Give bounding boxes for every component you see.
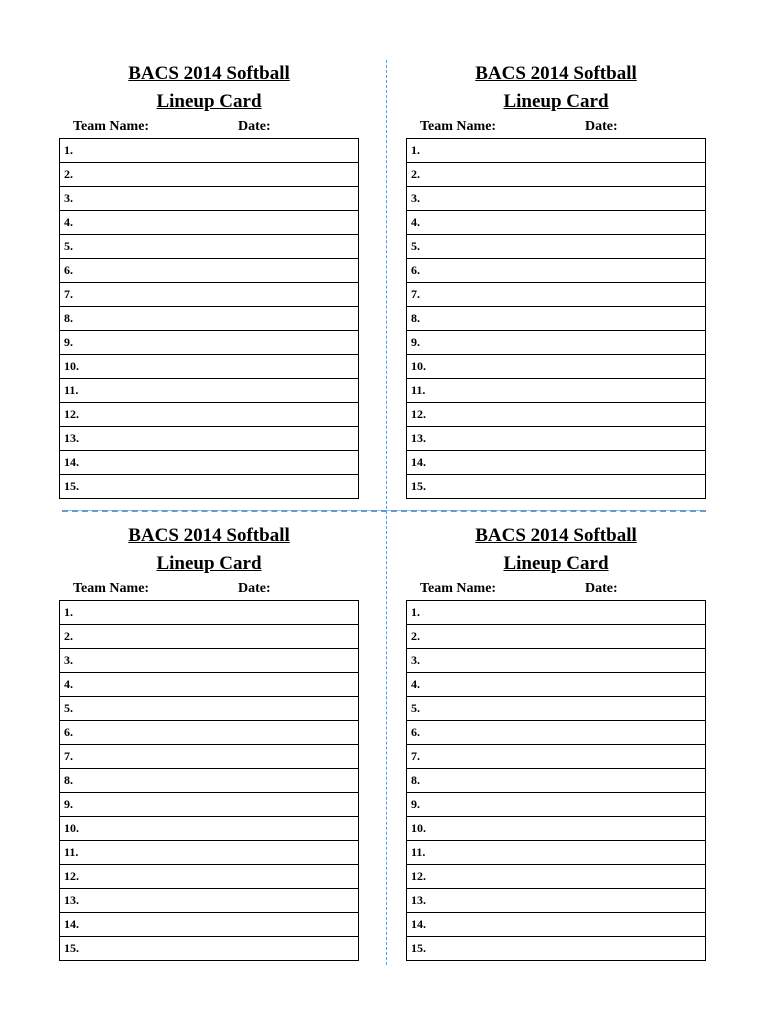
- lineup-row: [60, 379, 359, 403]
- lineup-slot[interactable]: 2.: [60, 625, 359, 649]
- lineup-slot[interactable]: 2.: [407, 163, 706, 187]
- lineup-row: [407, 865, 706, 889]
- lineup-slot[interactable]: 9.: [407, 793, 706, 817]
- lineup-slot[interactable]: 12.: [60, 865, 359, 889]
- lineup-slot[interactable]: 14.: [60, 913, 359, 937]
- lineup-row: [407, 259, 706, 283]
- lineup-slot[interactable]: 15.: [407, 937, 706, 961]
- lineup-slot[interactable]: 9.: [407, 331, 706, 355]
- card-title-line1: BACS 2014 Softball: [128, 63, 290, 84]
- lineup-row: [407, 721, 706, 745]
- date-label: Date:: [585, 581, 618, 596]
- lineup-card-bottom-right: [406, 522, 706, 961]
- team-name-label: Team Name:: [73, 119, 150, 134]
- lineup-slot[interactable]: 14.: [407, 913, 706, 937]
- lineup-row: [60, 139, 359, 163]
- lineup-row: [60, 721, 359, 745]
- lineup-row: [407, 937, 706, 961]
- card-title-line1: BACS 2014 Softball: [475, 525, 637, 546]
- lineup-slot[interactable]: 7.: [407, 745, 706, 769]
- date-label: Date:: [238, 119, 271, 134]
- lineup-slot[interactable]: 5.: [60, 235, 359, 259]
- lineup-row: [60, 937, 359, 961]
- lineup-slot[interactable]: 11.: [60, 841, 359, 865]
- lineup-slot[interactable]: 1.: [407, 601, 706, 625]
- lineup-row: [407, 235, 706, 259]
- lineup-slot[interactable]: 6.: [407, 721, 706, 745]
- lineup-slot[interactable]: 15.: [407, 475, 706, 499]
- lineup-slot[interactable]: 10.: [60, 817, 359, 841]
- lineup-row: [407, 475, 706, 499]
- lineup-slot[interactable]: 13.: [407, 427, 706, 451]
- lineup-row: [60, 913, 359, 937]
- lineup-slot[interactable]: 4.: [407, 673, 706, 697]
- lineup-slot[interactable]: 5.: [407, 235, 706, 259]
- lineup-row: [407, 379, 706, 403]
- team-name-label: Team Name:: [420, 119, 497, 134]
- lineup-slot[interactable]: 13.: [60, 889, 359, 913]
- lineup-slot[interactable]: 2.: [407, 625, 706, 649]
- lineup-row: [60, 403, 359, 427]
- card-title-line1: BACS 2014 Softball: [128, 525, 290, 546]
- date-label: Date:: [238, 581, 271, 596]
- card-meta-row: [406, 578, 706, 600]
- card-title-line1: BACS 2014 Softball: [475, 63, 637, 84]
- lineup-slot[interactable]: 3.: [60, 187, 359, 211]
- lineup-row: [60, 475, 359, 499]
- lineup-slot[interactable]: 12.: [407, 865, 706, 889]
- lineup-row: [407, 451, 706, 475]
- card-title-line2: Lineup Card: [503, 553, 609, 574]
- lineup-slot[interactable]: 6.: [60, 259, 359, 283]
- lineup-row: [60, 235, 359, 259]
- lineup-slot[interactable]: 14.: [407, 451, 706, 475]
- lineup-slot[interactable]: 13.: [407, 889, 706, 913]
- lineup-slot[interactable]: 7.: [407, 283, 706, 307]
- lineup-row: [407, 649, 706, 673]
- lineup-row: [407, 745, 706, 769]
- lineup-slot[interactable]: 6.: [407, 259, 706, 283]
- lineup-table: [59, 138, 359, 499]
- lineup-row: [407, 769, 706, 793]
- lineup-slot[interactable]: 8.: [407, 769, 706, 793]
- lineup-table: [59, 600, 359, 961]
- lineup-slot[interactable]: 5.: [60, 697, 359, 721]
- lineup-slot[interactable]: 4.: [60, 673, 359, 697]
- lineup-slot[interactable]: 8.: [60, 307, 359, 331]
- lineup-slot[interactable]: 14.: [60, 451, 359, 475]
- lineup-row: [60, 601, 359, 625]
- lineup-row: [60, 769, 359, 793]
- lineup-row: [60, 865, 359, 889]
- lineup-slot[interactable]: 3.: [407, 187, 706, 211]
- lineup-row: [407, 163, 706, 187]
- lineup-row: [407, 913, 706, 937]
- lineup-row: [407, 283, 706, 307]
- lineup-card-bottom-left: [59, 522, 359, 961]
- lineup-slot[interactable]: 7.: [60, 745, 359, 769]
- horizontal-cut-line: [62, 510, 706, 512]
- lineup-slot[interactable]: 13.: [60, 427, 359, 451]
- lineup-row: [60, 427, 359, 451]
- lineup-row: [60, 817, 359, 841]
- lineup-row: [407, 331, 706, 355]
- lineup-row: [60, 355, 359, 379]
- lineup-row: [407, 817, 706, 841]
- lineup-row: [60, 283, 359, 307]
- date-label: Date:: [585, 119, 618, 134]
- lineup-slot[interactable]: 15.: [60, 937, 359, 961]
- card-meta-row: [59, 578, 359, 600]
- lineup-table: [406, 138, 706, 499]
- team-name-label: Team Name:: [420, 581, 497, 596]
- lineup-row: [60, 307, 359, 331]
- lineup-slot[interactable]: 10.: [407, 355, 706, 379]
- card-meta-row: [59, 116, 359, 138]
- lineup-slot[interactable]: 7.: [60, 283, 359, 307]
- lineup-row: [60, 697, 359, 721]
- lineup-slot[interactable]: 5.: [407, 697, 706, 721]
- card-title-line2: Lineup Card: [503, 91, 609, 112]
- lineup-slot[interactable]: 4.: [407, 211, 706, 235]
- lineup-card-top-right: [406, 60, 706, 499]
- lineup-row: [407, 841, 706, 865]
- lineup-row: [407, 355, 706, 379]
- lineup-slot[interactable]: 8.: [60, 769, 359, 793]
- lineup-row: [60, 889, 359, 913]
- vertical-cut-line: [386, 60, 387, 965]
- lineup-row: [60, 163, 359, 187]
- lineup-slot[interactable]: 11.: [407, 379, 706, 403]
- card-meta-row: [406, 116, 706, 138]
- lineup-row: [60, 625, 359, 649]
- lineup-card-top-left: [59, 60, 359, 499]
- lineup-row: [60, 673, 359, 697]
- lineup-slot[interactable]: 8.: [407, 307, 706, 331]
- lineup-row: [60, 211, 359, 235]
- card-title-line2: Lineup Card: [156, 91, 262, 112]
- lineup-row: [407, 889, 706, 913]
- lineup-row: [407, 139, 706, 163]
- lineup-slot[interactable]: 3.: [407, 649, 706, 673]
- lineup-slot[interactable]: 1.: [60, 139, 359, 163]
- lineup-row: [407, 625, 706, 649]
- lineup-slot[interactable]: 11.: [407, 841, 706, 865]
- lineup-row: [60, 451, 359, 475]
- lineup-row: [60, 649, 359, 673]
- lineup-row: [407, 427, 706, 451]
- lineup-slot[interactable]: 11.: [60, 379, 359, 403]
- lineup-row: [407, 187, 706, 211]
- lineup-slot[interactable]: 6.: [60, 721, 359, 745]
- lineup-slot[interactable]: 10.: [407, 817, 706, 841]
- lineup-row: [407, 403, 706, 427]
- lineup-slot[interactable]: 15.: [60, 475, 359, 499]
- lineup-slot[interactable]: 12.: [60, 403, 359, 427]
- lineup-row: [407, 601, 706, 625]
- lineup-slot[interactable]: 10.: [60, 355, 359, 379]
- lineup-row: [60, 331, 359, 355]
- lineup-slot[interactable]: 1.: [60, 601, 359, 625]
- lineup-row: [60, 259, 359, 283]
- card-title-line2: Lineup Card: [156, 553, 262, 574]
- lineup-slot[interactable]: 9.: [60, 331, 359, 355]
- team-name-label: Team Name:: [73, 581, 150, 596]
- lineup-row: [60, 745, 359, 769]
- lineup-slot[interactable]: 9.: [60, 793, 359, 817]
- lineup-row: [407, 307, 706, 331]
- lineup-row: [60, 187, 359, 211]
- lineup-slot[interactable]: 3.: [60, 649, 359, 673]
- lineup-row: [407, 697, 706, 721]
- lineup-table: [406, 600, 706, 961]
- lineup-row: [407, 673, 706, 697]
- lineup-row: [407, 793, 706, 817]
- lineup-slot[interactable]: 12.: [407, 403, 706, 427]
- lineup-slot[interactable]: 1.: [407, 139, 706, 163]
- lineup-row: [60, 841, 359, 865]
- lineup-slot[interactable]: 4.: [60, 211, 359, 235]
- lineup-slot[interactable]: 2.: [60, 163, 359, 187]
- lineup-row: [60, 793, 359, 817]
- lineup-row: [407, 211, 706, 235]
